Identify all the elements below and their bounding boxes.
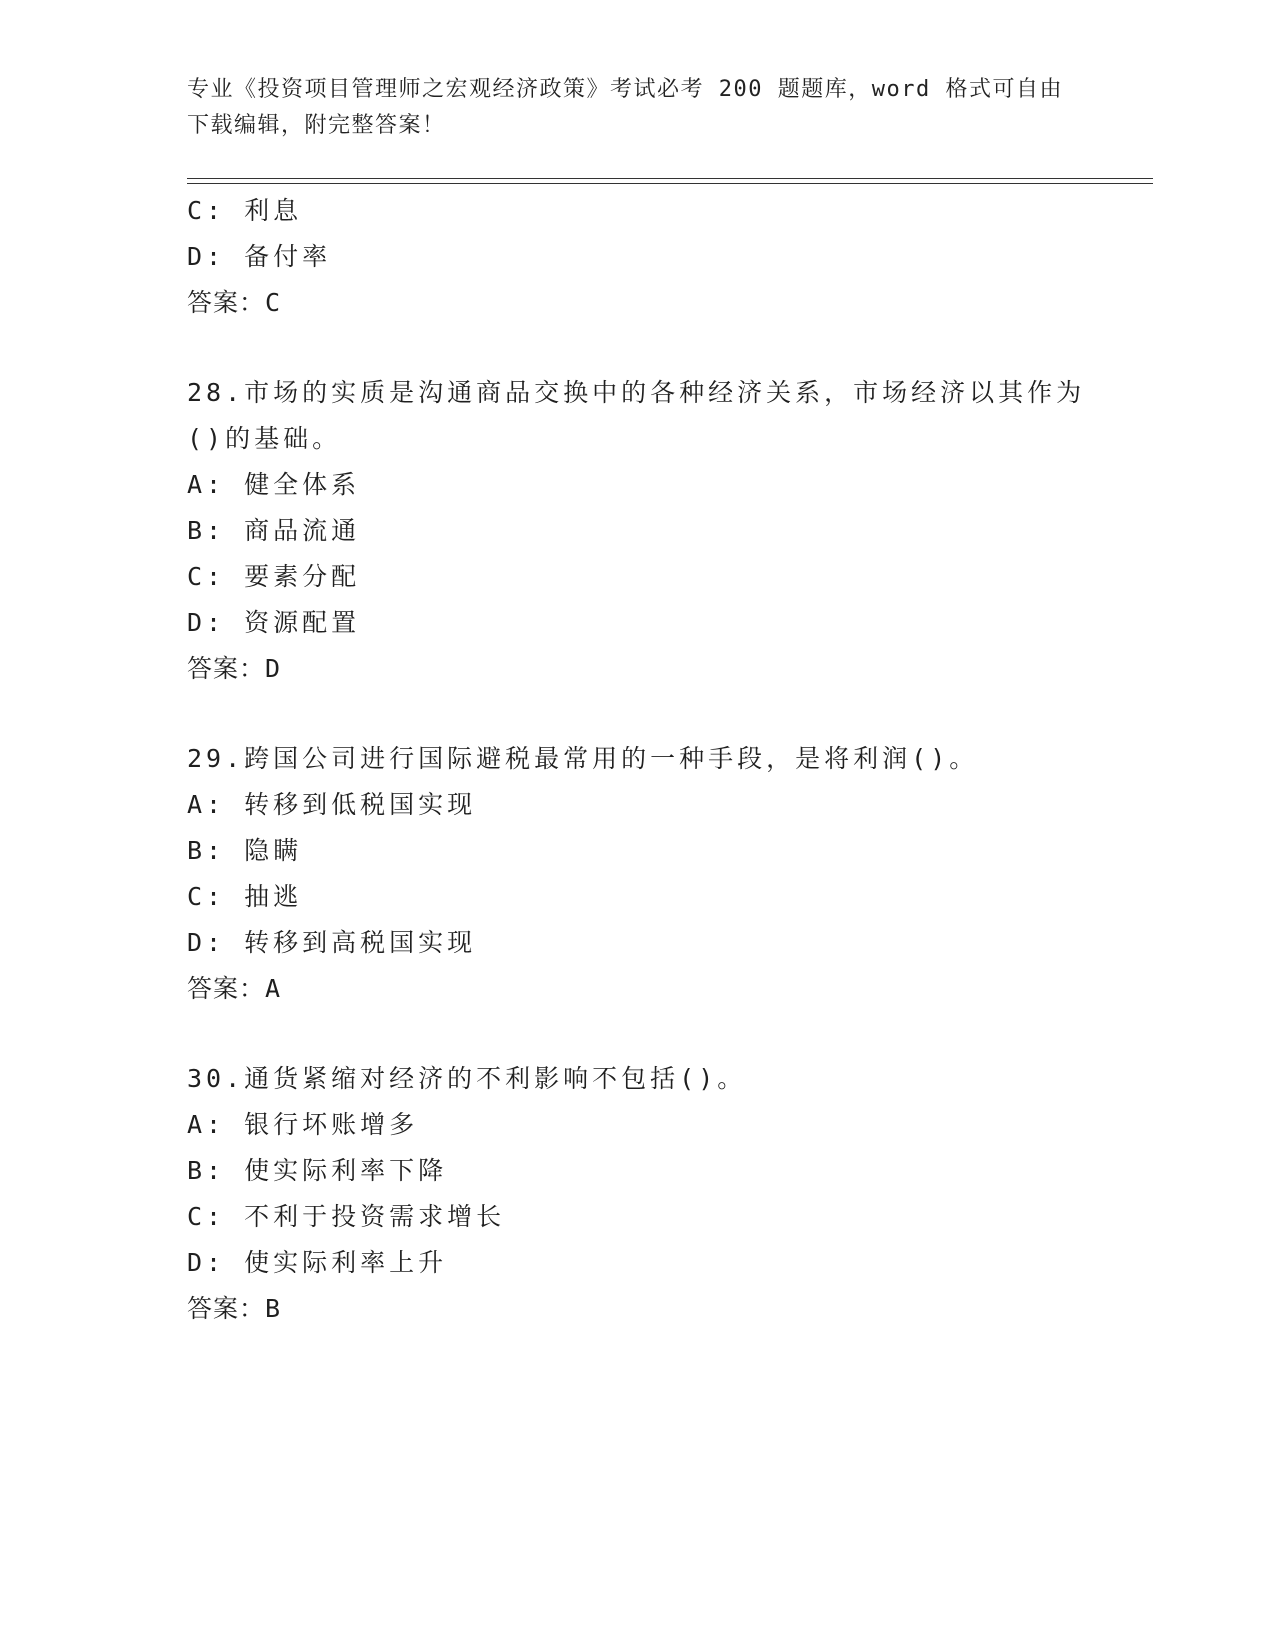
question-list (187, 188, 1087, 1332)
option-b: B: 隐瞒 (187, 836, 303, 865)
option-a: A: 转移到低税国实现 (187, 790, 477, 819)
answer-label: 答案： (187, 1294, 266, 1323)
option-b: B: 使实际利率下降 (187, 1156, 448, 1185)
answer-line (187, 280, 1087, 326)
question-stem-line-1: 28.市场的实质是沟通商品交换中的各种经济关系，市场经济以其作为 (187, 378, 1086, 407)
option-d: D: 资源配置 (187, 608, 361, 637)
answer-value: A (265, 974, 283, 1003)
header-rule-top (187, 178, 1153, 179)
option-d: D: 转移到高税国实现 (187, 928, 477, 957)
option-c: C: 抽逃 (187, 882, 303, 911)
header-title-line-1: 专业《投资项目管理师之宏观经济政策》考试必考 200 题题库，word 格式可自由 (187, 77, 1063, 102)
option-c: C: 要素分配 (187, 562, 361, 591)
header-rule-bottom (187, 183, 1153, 184)
question-spacer (187, 326, 1087, 370)
answer-value: C (265, 288, 283, 317)
question-spacer (187, 692, 1087, 736)
answer-value: D (265, 654, 283, 683)
option-d: D: 使实际利率上升 (187, 1248, 448, 1277)
option-d: D: 备付率 (187, 242, 332, 271)
answer-label: 答案： (187, 654, 266, 683)
option-a: A: 健全体系 (187, 470, 361, 499)
question-30 (187, 1056, 1087, 1332)
option-c: C: 不利于投资需求增长 (187, 1202, 506, 1231)
option-c: C: 利息 (187, 196, 303, 225)
question-27-fragment (187, 188, 1087, 326)
answer-line (187, 646, 1087, 692)
question-stem-line-1: 29.跨国公司进行国际避税最常用的一种手段，是将利润()。 (187, 744, 979, 773)
question-stem-line-1: 30.通货紧缩对经济的不利影响不包括()。 (187, 1064, 747, 1093)
answer-label: 答案： (187, 288, 266, 317)
question-29 (187, 736, 1087, 1012)
question-spacer (187, 1012, 1087, 1056)
question-stem-line-2: ()的基础。 (187, 424, 342, 453)
document-header (187, 72, 1067, 144)
answer-label: 答案： (187, 974, 266, 1003)
question-28 (187, 370, 1087, 692)
answer-value: B (265, 1294, 283, 1323)
header-title-line-2: 下载编辑，附完整答案！ (187, 113, 446, 138)
option-b: B: 商品流通 (187, 516, 361, 545)
option-a: A: 银行坏账增多 (187, 1110, 419, 1139)
answer-line (187, 966, 1087, 1012)
answer-line (187, 1286, 1087, 1332)
